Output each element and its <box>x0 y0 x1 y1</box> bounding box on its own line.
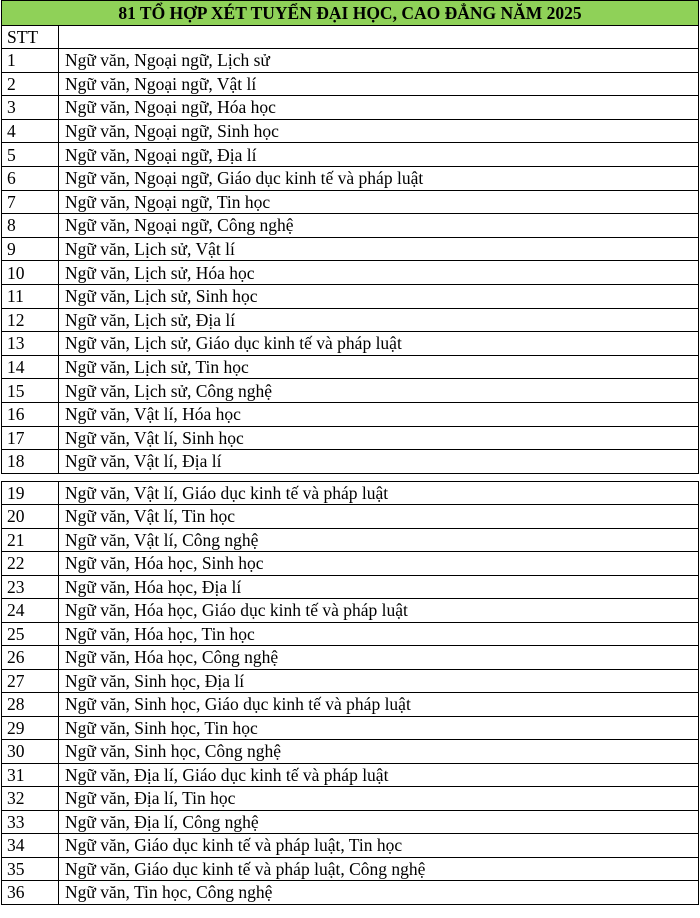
table-row <box>2 143 699 167</box>
row-stt: 15 <box>2 379 59 403</box>
combinations-sheet <box>1 0 698 905</box>
row-stt: 21 <box>2 528 59 552</box>
row-combination: Ngữ văn, Lịch sử, Tin học <box>59 355 699 379</box>
row-stt: 31 <box>2 763 59 787</box>
row-stt: 30 <box>2 740 59 764</box>
table-row <box>2 332 699 356</box>
row-combination: Ngữ văn, Địa lí, Giáo dục kinh tế và pháp luật <box>59 763 699 787</box>
row-stt: 25 <box>2 622 59 646</box>
header-stt: STT <box>2 26 59 49</box>
row-stt: 26 <box>2 646 59 670</box>
table-row <box>2 308 699 332</box>
row-stt: 1 <box>2 49 59 73</box>
row-stt: 13 <box>2 332 59 356</box>
row-stt: 19 <box>2 481 59 505</box>
row-stt: 35 <box>2 857 59 881</box>
table-row <box>2 96 699 120</box>
row-stt: 36 <box>2 881 59 905</box>
row-combination: Ngữ văn, Địa lí, Tin học <box>59 787 699 811</box>
row-stt: 24 <box>2 599 59 623</box>
row-combination: Ngữ văn, Sinh học, Tin học <box>59 716 699 740</box>
row-combination: Ngữ văn, Ngoại ngữ, Lịch sử <box>59 49 699 73</box>
row-stt: 14 <box>2 355 59 379</box>
row-stt: 6 <box>2 166 59 190</box>
table-row <box>2 693 699 717</box>
row-stt: 3 <box>2 96 59 120</box>
table-row <box>2 481 699 505</box>
row-stt: 11 <box>2 284 59 308</box>
table-row <box>2 528 699 552</box>
row-stt: 10 <box>2 261 59 285</box>
header-name <box>59 26 699 49</box>
row-combination: Ngữ văn, Lịch sử, Giáo dục kinh tế và pháp luật <box>59 332 699 356</box>
row-stt: 12 <box>2 308 59 332</box>
table-row <box>2 599 699 623</box>
row-combination: Ngữ văn, Vật lí, Địa lí <box>59 450 699 474</box>
row-combination: Ngữ văn, Vật lí, Sinh học <box>59 426 699 450</box>
row-combination: Ngữ văn, Vật lí, Giáo dục kinh tế và pháp luật <box>59 481 699 505</box>
table-row <box>2 646 699 670</box>
table-row <box>2 787 699 811</box>
row-combination: Ngữ văn, Địa lí, Công nghệ <box>59 810 699 834</box>
row-combination: Ngữ văn, Lịch sử, Địa lí <box>59 308 699 332</box>
row-stt: 16 <box>2 402 59 426</box>
row-combination: Ngữ văn, Hóa học, Công nghệ <box>59 646 699 670</box>
table-row <box>2 355 699 379</box>
table-row <box>2 214 699 238</box>
table-row <box>2 72 699 96</box>
table-row <box>2 284 699 308</box>
row-stt: 27 <box>2 669 59 693</box>
row-combination: Ngữ văn, Sinh học, Địa lí <box>59 669 699 693</box>
table-row <box>2 669 699 693</box>
row-combination: Ngữ văn, Hóa học, Địa lí <box>59 575 699 599</box>
row-stt: 18 <box>2 450 59 474</box>
row-stt: 28 <box>2 693 59 717</box>
row-combination: Ngữ văn, Ngoại ngữ, Giáo dục kinh tế và pháp luật <box>59 166 699 190</box>
title-row <box>2 1 699 26</box>
row-combination: Ngữ văn, Ngoại ngữ, Sinh học <box>59 119 699 143</box>
table-title: 81 TỔ HỢP XÉT TUYỂN ĐẠI HỌC, CAO ĐẲNG NĂM 2025 <box>2 1 699 26</box>
table-row <box>2 881 699 905</box>
table-body-part1 <box>2 1 699 474</box>
row-stt: 7 <box>2 190 59 214</box>
table-row <box>2 810 699 834</box>
table-row <box>2 763 699 787</box>
table-row <box>2 622 699 646</box>
row-combination: Ngữ văn, Lịch sử, Hóa học <box>59 261 699 285</box>
table-row <box>2 552 699 576</box>
row-combination: Ngữ văn, Sinh học, Giáo dục kinh tế và pháp luật <box>59 693 699 717</box>
row-stt: 23 <box>2 575 59 599</box>
table-row <box>2 740 699 764</box>
table-row <box>2 505 699 529</box>
table-row <box>2 575 699 599</box>
table-row <box>2 716 699 740</box>
row-stt: 33 <box>2 810 59 834</box>
row-combination: Ngữ văn, Hóa học, Tin học <box>59 622 699 646</box>
table-row <box>2 402 699 426</box>
row-combination: Ngữ văn, Tin học, Công nghệ <box>59 881 699 905</box>
table-row <box>2 261 699 285</box>
table-body-part2 <box>2 481 699 904</box>
table-row <box>2 379 699 403</box>
row-stt: 8 <box>2 214 59 238</box>
row-combination: Ngữ văn, Hóa học, Giáo dục kinh tế và pháp luật <box>59 599 699 623</box>
row-stt: 20 <box>2 505 59 529</box>
row-stt: 34 <box>2 834 59 858</box>
page-break-gap <box>1 474 698 481</box>
row-stt: 9 <box>2 237 59 261</box>
combinations-table-part1 <box>1 0 699 474</box>
row-stt: 29 <box>2 716 59 740</box>
table-row <box>2 190 699 214</box>
row-stt: 22 <box>2 552 59 576</box>
table-row <box>2 49 699 73</box>
table-row <box>2 857 699 881</box>
table-row <box>2 166 699 190</box>
row-combination: Ngữ văn, Ngoại ngữ, Địa lí <box>59 143 699 167</box>
row-combination: Ngữ văn, Lịch sử, Vật lí <box>59 237 699 261</box>
row-combination: Ngữ văn, Ngoại ngữ, Hóa học <box>59 96 699 120</box>
header-row <box>2 26 699 49</box>
row-stt: 5 <box>2 143 59 167</box>
row-combination: Ngữ văn, Lịch sử, Sinh học <box>59 284 699 308</box>
row-stt: 17 <box>2 426 59 450</box>
table-row <box>2 426 699 450</box>
row-combination: Ngữ văn, Vật lí, Hóa học <box>59 402 699 426</box>
row-combination: Ngữ văn, Vật lí, Công nghệ <box>59 528 699 552</box>
row-combination: Ngữ văn, Ngoại ngữ, Vật lí <box>59 72 699 96</box>
combinations-table-part2 <box>1 481 699 905</box>
table-row <box>2 237 699 261</box>
row-combination: Ngữ văn, Giáo dục kinh tế và pháp luật, Tin học <box>59 834 699 858</box>
row-combination: Ngữ văn, Ngoại ngữ, Công nghệ <box>59 214 699 238</box>
row-combination: Ngữ văn, Sinh học, Công nghệ <box>59 740 699 764</box>
row-combination: Ngữ văn, Giáo dục kinh tế và pháp luật, Công nghệ <box>59 857 699 881</box>
row-combination: Ngữ văn, Hóa học, Sinh học <box>59 552 699 576</box>
row-stt: 32 <box>2 787 59 811</box>
row-combination: Ngữ văn, Lịch sử, Công nghệ <box>59 379 699 403</box>
row-stt: 4 <box>2 119 59 143</box>
table-row <box>2 450 699 474</box>
row-combination: Ngữ văn, Ngoại ngữ, Tin học <box>59 190 699 214</box>
table-row <box>2 834 699 858</box>
table-row <box>2 119 699 143</box>
row-combination: Ngữ văn, Vật lí, Tin học <box>59 505 699 529</box>
row-stt: 2 <box>2 72 59 96</box>
